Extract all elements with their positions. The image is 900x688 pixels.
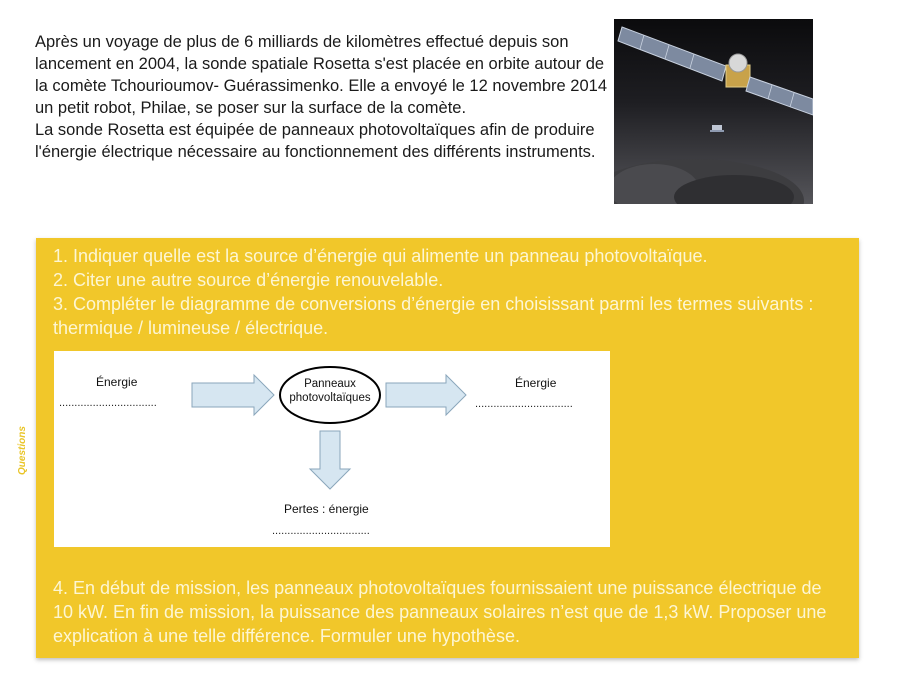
- questions-top: [53, 244, 843, 340]
- rosetta-illustration: [614, 19, 813, 204]
- energy-conversion-diagram: [54, 351, 610, 547]
- output-energy-blank[interactable]: ................................: [475, 398, 573, 410]
- question-4: 4. En début de mission, les panneaux photovoltaïques fournissaient une puissance électrique de 10 kW. En fin de mission, la puissance des panneaux solaires n’est que de 1,3 kW. Proposer une explication à une telle différence. Formuler une hypothèse.: [53, 578, 827, 646]
- panel-label: [287, 377, 373, 405]
- output-arrow: [386, 375, 466, 415]
- output-energy-label: Énergie: [515, 376, 557, 390]
- loss-energy-blank[interactable]: ................................: [272, 525, 370, 537]
- question-1: 1. Indiquer quelle est la source d’énergie qui alimente un panneau photovoltaïque.: [53, 246, 708, 266]
- loss-energy-label: Pertes : énergie: [284, 502, 369, 516]
- questions-box: [36, 238, 859, 658]
- input-energy-blank[interactable]: ................................: [59, 397, 157, 409]
- input-energy-label: Énergie: [96, 375, 138, 389]
- questions-side-label: Questions: [17, 426, 28, 475]
- panel-label-line-2: photovoltaïques: [289, 392, 371, 404]
- question-3: 3. Compléter le diagramme de conversions d’énergie en choisissant parmi les termes suivants : thermique / lumineuse / électrique.: [53, 294, 814, 338]
- intro-paragraph-1: Après un voyage de plus de 6 milliards de kilomètres effectué depuis son lancement en 2004, la sonde spatiale Rosetta s'est placée en orbite autour de la comète Tchourioumov- Guérassimenko. Elle a envoyé le 12 novembre 2014 un petit robot, Philae, se poser sur la surface de la comète.: [35, 33, 608, 117]
- panel-label-line-1: Panneaux: [304, 378, 356, 390]
- rosetta-spacecraft-photo: [614, 19, 813, 204]
- input-arrow: [192, 375, 274, 415]
- questions-bottom: [53, 576, 843, 648]
- loss-arrow: [310, 431, 350, 489]
- question-2: 2. Citer une autre source d’énergie renouvelable.: [53, 270, 444, 290]
- intro-text: [35, 31, 610, 163]
- intro-paragraph-2: La sonde Rosetta est équipée de panneaux photovoltaïques afin de produire l'énergie électrique nécessaire au fonctionnement des différents instruments.: [35, 121, 596, 161]
